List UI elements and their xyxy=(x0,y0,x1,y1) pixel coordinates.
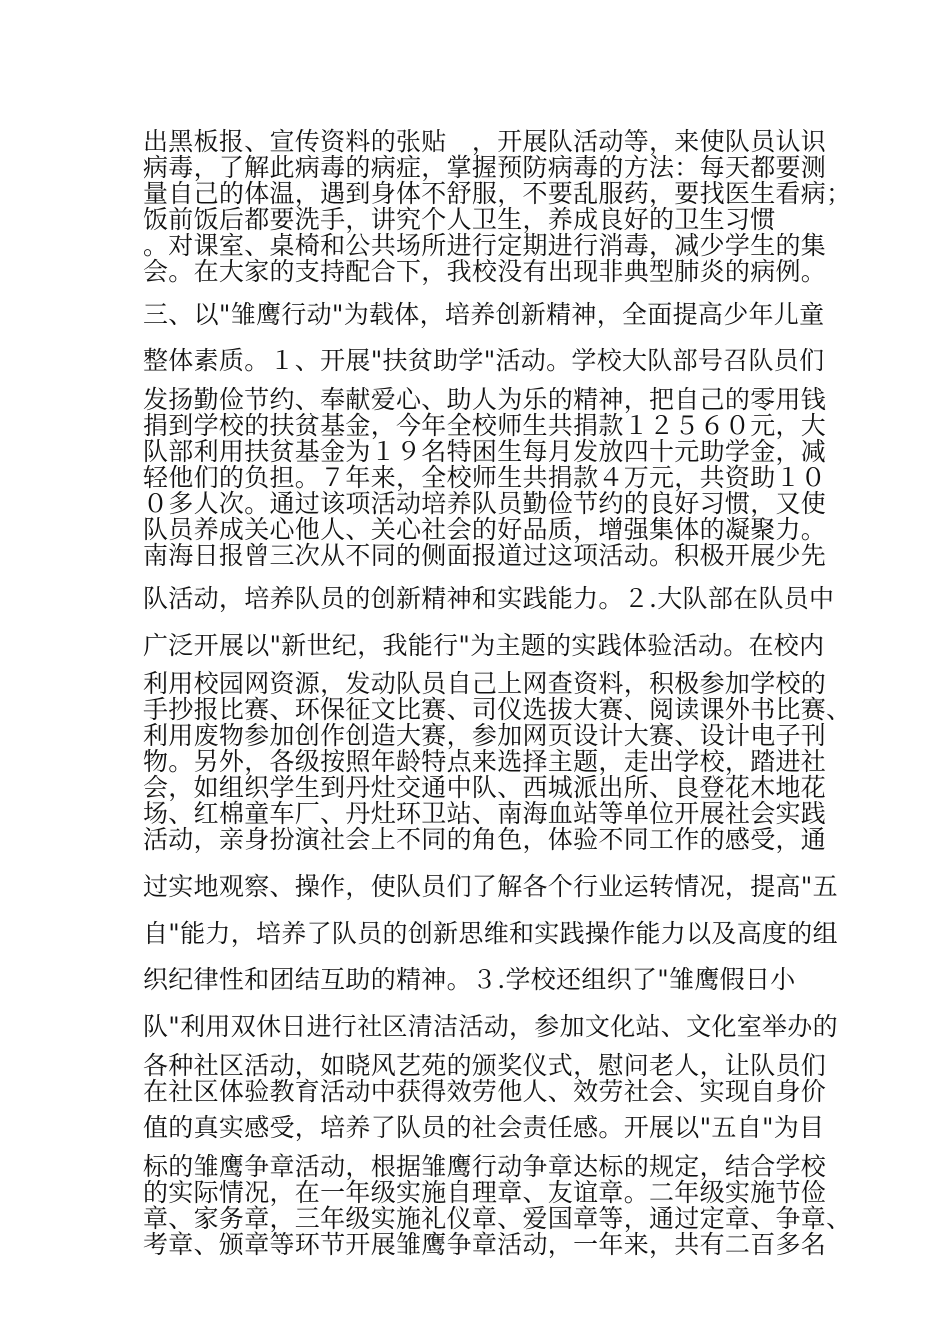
text-line: 标的雏鹰争章活动，根据雏鹰行动争章达标的规定，结合学校 xyxy=(143,1152,827,1181)
text-line: 手抄报比赛、环保征文比赛、司仪选拔大赛、阅读课外书比赛、 xyxy=(143,695,852,724)
text-line: 的实际情况，在一年级实施自理章、友谊章。二年级实施节俭 xyxy=(143,1178,827,1207)
text-line: 队活动，培养队员的创新精神和实践能力。２.大队部在队员中 xyxy=(143,584,835,613)
text-line: 活动，亲身扮演社会上不同的角色，体验不同工作的感受，通 xyxy=(143,825,827,854)
text-line: 考章、颁章等环节开展雏鹰争章活动，一年来，共有二百多名 xyxy=(143,1230,827,1259)
text-line: 场、红棉童车厂、丹灶环卫站、南海血站等单位开展社会实践 xyxy=(143,799,827,828)
text-line: 捐到学校的扶贫基金，今年全校师生共捐款１２５６０元，大 xyxy=(143,411,827,440)
text-line: 广泛开展以"新世纪，我能行"为主题的实践体验活动。在校内 xyxy=(143,631,825,660)
text-line: 。对课室、桌椅和公共场所进行定期进行消毒，减少学生的集 xyxy=(143,231,827,260)
text-line: 病毒，了解此病毒的病症，掌握预防病毒的方法：每天都要测 xyxy=(143,153,827,182)
text-line: 出黑板报、宣传资料的张贴 ，开展队活动等，来使队员认识 xyxy=(143,127,827,156)
text-line: 织纪律性和团结互助的精神。３.学校还组织了"雏鹰假日小 xyxy=(143,965,796,994)
text-line: 章、家务章，三年级实施礼仪章、爱国章等，通过定章、争章、 xyxy=(143,1204,852,1233)
text-line: 队员养成关心他人、关心社会的好品质，增强集体的凝聚力。 xyxy=(143,515,827,544)
text-line: 队"利用双休日进行社区清洁活动，参加文化站、文化室举办的 xyxy=(143,1012,838,1041)
text-line: 自"能力，培养了队员的创新思维和实践操作能力以及高度的组 xyxy=(143,919,838,948)
text-line: 各种社区活动，如晓风艺苑的颁奖仪式，慰问老人，让队员们 xyxy=(143,1051,827,1080)
text-line: 在社区体验教育活动中获得效劳他人、效劳社会、实现自身价 xyxy=(143,1077,827,1106)
text-line: 饭前饭后都要洗手，讲究个人卫生，养成良好的卫生习惯 xyxy=(143,205,776,234)
text-line: 量自己的体温，遇到身体不舒服，不要乱服药，要找医生看病； xyxy=(143,179,852,208)
text-line: 利用校园网资源，发动队员自己上网查资料，积极参加学校的 xyxy=(143,669,827,698)
text-line: ０多人次。通过该项活动培养队员勤俭节约的良好习惯，又使 xyxy=(143,489,827,518)
text-line: 轻他们的负担。７年来，全校师生共捐款４万元，共资助１０ xyxy=(143,463,827,492)
text-line: 值的真实感受，培养了队员的社会责任感。开展以"五自"为目 xyxy=(143,1113,825,1142)
text-line: 会，如组织学生到丹灶交通中队、西城派出所、良登花木地花 xyxy=(143,773,827,802)
text-line: 利用废物参加创作创造大赛，参加网页设计大赛、设计电子刊 xyxy=(143,721,827,750)
section-heading: 三、以"雏鹰行动"为载体，培养创新精神，全面提高少年儿童 xyxy=(143,300,825,329)
text-line: 发扬勤俭节约、奉献爱心、助人为乐的精神，把自己的零用钱 xyxy=(143,385,827,414)
text-line: 过实地观察、操作，使队员们了解各个行业运转情况，提高"五 xyxy=(143,872,838,901)
text-line: 南海日报曾三次从不同的侧面报道过这项活动。积极开展少先 xyxy=(143,541,827,570)
text-line: 整体素质。１、开展"扶贫助学"活动。学校大队部号召队员们 xyxy=(143,346,825,375)
text-line: 物。另外，各级按照年龄特点来选择主题，走出学校，踏进社 xyxy=(143,747,827,776)
text-line: 队部利用扶贫基金为１９名特困生每月发放四十元助学金，减 xyxy=(143,437,827,466)
text-line: 会。在大家的支持配合下，我校没有出现非典型肺炎的病例。 xyxy=(143,257,827,286)
